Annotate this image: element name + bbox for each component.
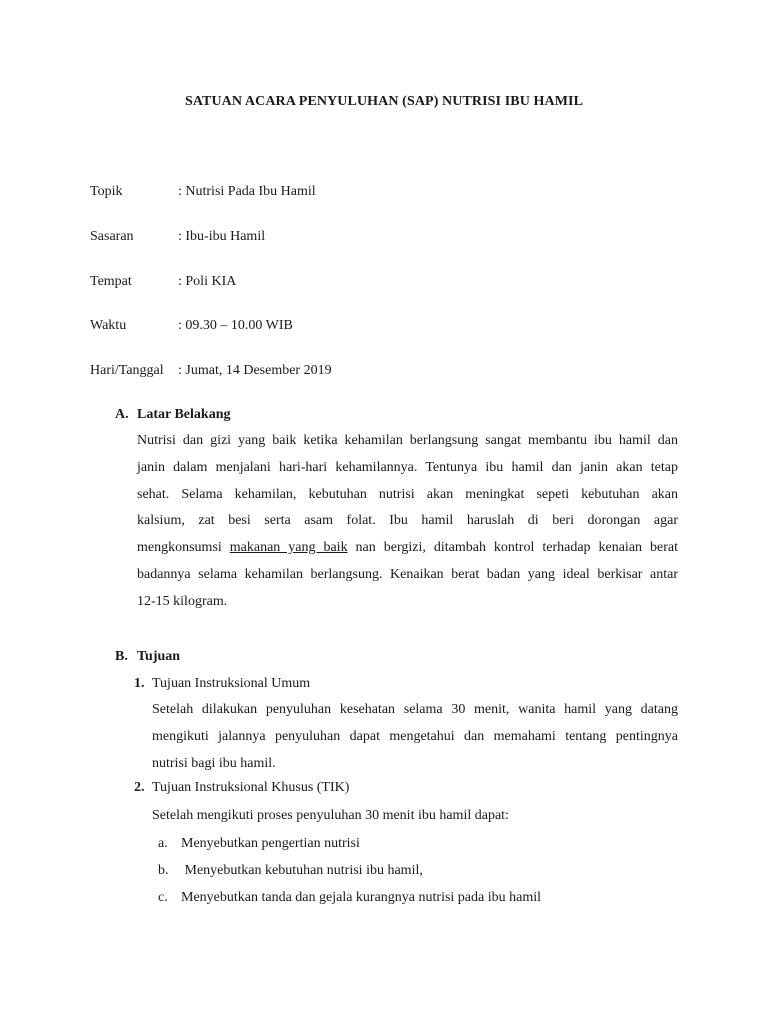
section-marker: A. <box>115 407 129 422</box>
meta-label: Sasaran <box>90 229 134 244</box>
paragraph-line: mengikuti jalannya penyuluhan dapat mengetahui dan memahami tentang pentingnya <box>152 728 678 744</box>
tujuan-khusus-heading <box>134 780 349 796</box>
list-marker: b. <box>158 863 169 878</box>
list-item <box>158 863 423 879</box>
paragraph-line: Setelah dilakukan penyuluhan kesehatan selama 30 menit, wanita hamil yang datang <box>152 702 678 717</box>
meta-row-sasaran <box>90 229 265 245</box>
list-text: Menyebutkan tanda dan gejala kurangnya nutrisi pada ibu hamil <box>181 890 542 905</box>
list-item <box>158 890 541 906</box>
meta-row-waktu <box>90 318 293 334</box>
paragraph-line: kalsium, zat besi serta asam folat. Ibu hamil haruslah di beri dorongan agar <box>137 513 678 529</box>
meta-value: : Ibu-ibu Hamil <box>178 229 266 244</box>
meta-value: : 09.30 – 10.00 WIB <box>178 318 293 333</box>
meta-value: : Jumat, 14 Desember 2019 <box>178 363 332 378</box>
paragraph-line: nutrisi bagi ibu hamil. <box>152 755 276 771</box>
sub-marker: 1. <box>134 676 145 691</box>
list-text: Menyebutkan pengertian nutrisi <box>181 836 360 851</box>
section-a-heading <box>115 407 230 423</box>
meta-row-topik <box>90 184 316 200</box>
section-title: Latar Belakang <box>137 407 231 422</box>
paragraph-line: janin dalam menjalani hari-hari kehamilannya. Tentunya ibu hamil dan janin akan tetap <box>137 459 678 475</box>
document-title: SATUAN ACARA PENYULUHAN (SAP) NUTRISI IBU HAMIL <box>184 94 584 109</box>
meta-label: Waktu <box>90 318 127 333</box>
list-marker: c. <box>158 890 168 905</box>
sub-title: Tujuan Instruksional Umum <box>152 676 311 691</box>
paragraph-line: Nutrisi dan gizi yang baik ketika kehamilan berlangsung sangat membantu ibu hamil dan <box>137 433 678 448</box>
sub-title: Tujuan Instruksional Khusus (TIK) <box>152 780 350 795</box>
sub-marker: 2. <box>134 780 145 795</box>
paragraph-line: Setelah mengikuti proses penyuluhan 30 menit ibu hamil dapat: <box>152 808 509 823</box>
meta-row-tempat <box>90 274 236 290</box>
list-text: Menyebutkan kebutuhan nutrisi ibu hamil, <box>181 863 423 878</box>
meta-row-hari-tanggal <box>90 363 332 379</box>
underlined-phrase: makanan yang baik <box>229 540 348 556</box>
section-title: Tujuan <box>137 649 181 664</box>
line-text: nan bergizi, ditambah kontrol terhadap kenaian berat <box>347 540 678 556</box>
meta-label: Tempat <box>90 274 132 289</box>
list-item <box>158 836 360 852</box>
meta-label: Topik <box>90 184 123 199</box>
paragraph-line: 12-15 kilogram. <box>137 593 228 609</box>
meta-label: Hari/Tanggal <box>90 363 164 378</box>
tujuan-khusus-intro <box>152 803 678 830</box>
paragraph-line <box>137 535 678 562</box>
paragraph-line: badannya selama kehamilan berlangsung. Kenaikan berat badan yang ideal berkisar antar <box>137 566 678 582</box>
tujuan-umum-paragraph <box>152 697 678 777</box>
section-b-heading <box>115 649 180 665</box>
section-marker: B. <box>115 649 128 664</box>
tujuan-umum-heading <box>134 676 310 692</box>
meta-value: : Poli KIA <box>178 274 237 289</box>
paragraph-line: sehat. Selama kehamilan, kebutuhan nutrisi akan meningkat sepeti kebutuhan akan <box>137 486 678 502</box>
meta-value: : Nutrisi Pada Ibu Hamil <box>178 184 316 199</box>
line-text: mengkonsumsi <box>137 540 230 556</box>
list-marker: a. <box>158 836 168 851</box>
latar-belakang-paragraph <box>137 428 678 616</box>
